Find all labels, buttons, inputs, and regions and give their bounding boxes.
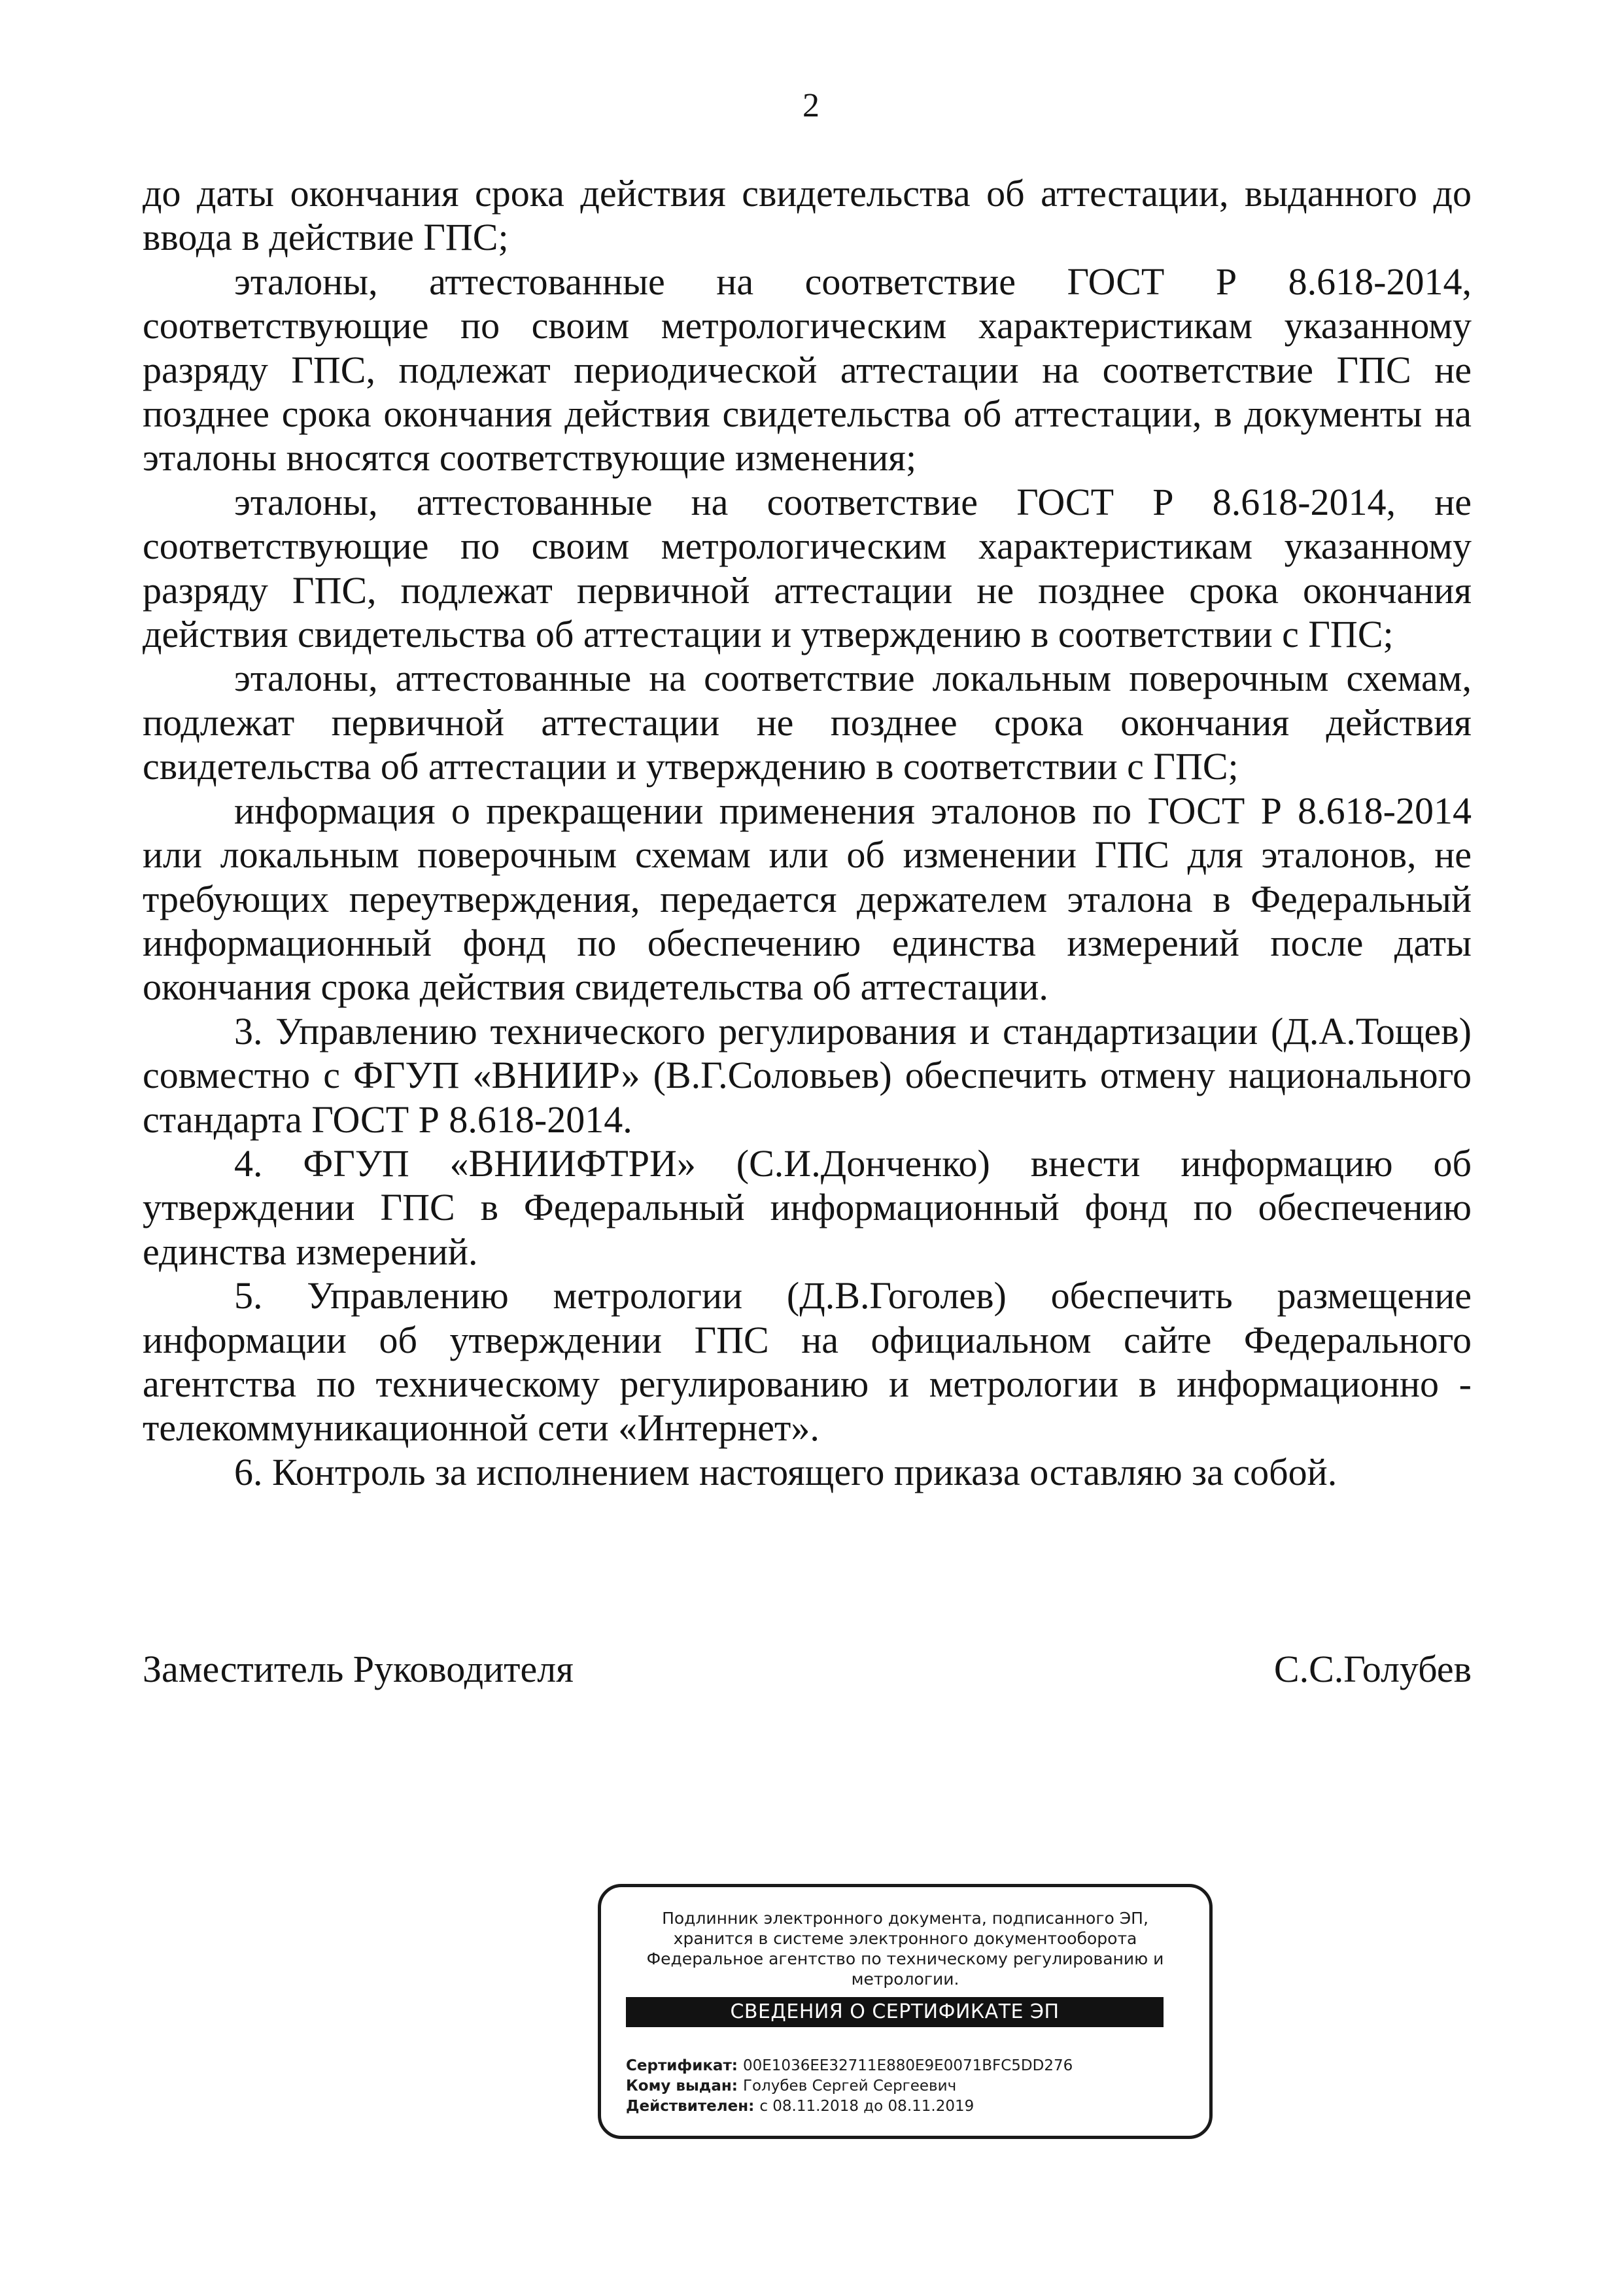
signatory-name: С.С.Голубев (1273, 1648, 1472, 1690)
issued-to-value: Голубев Сергей Сергеевич (742, 2078, 957, 2095)
signature-block (143, 1646, 1472, 1693)
certificate-label: Сертификат: (626, 2057, 743, 2074)
issued-to-row (626, 2076, 1196, 2096)
page-number: 2 (802, 87, 820, 124)
stamp-certificate-title: СВЕДЕНИЯ О СЕРТИФИКАТЕ ЭП (626, 1997, 1164, 2027)
paragraph-item-5: 5. Управлению метрологии (Д.В.Гоголев) обеспечить размещение информации об утверждении ГПС на официальном сайте Федерального агентства по техническому регулированию и метрологии в информационно - телекоммуникационной сети «Интернет». (143, 1274, 1472, 1450)
paragraph: информация о прекращении применения эталонов по ГОСТ Р 8.618-2014 или локальным поверочным схемам или об изменении ГПС для эталонов, не требующих переутверждения, передается держателем эталона в Федеральный информационный фонд по обеспечению единства измерений после даты окончания срока действия свидетельства об аттестации. (143, 789, 1472, 1009)
paragraph-continuation: до даты окончания срока действия свидетельства об аттестации, выданного до ввода в действие ГПС; (143, 172, 1472, 259)
paragraph: эталоны, аттестованные на соответствие ГОСТ Р 8.618-2014, соответствующие по своим метрологическим характеристикам указанному разряду ГПС, подлежат периодической аттестации на соответствие ГПС не позднее срока окончания действия свидетельства об аттестации, в документы на эталоны вносятся соответствующие изменения; (143, 260, 1472, 479)
stamp-header-line: хранится в системе электронного документооборота (673, 1929, 1137, 1948)
stamp-header (614, 1908, 1196, 1989)
issued-to-label: Кому выдан: (626, 2078, 743, 2095)
paragraph-item-6: 6. Контроль за исполнением настоящего приказа оставляю за собой. (234, 1450, 1337, 1493)
signatory-position: Заместитель Руководителя (143, 1648, 574, 1690)
stamp-header-line: Федеральное агентство по техническому регулированию и (646, 1949, 1164, 1968)
validity-row (626, 2096, 1196, 2117)
stamp-header-line: метрологии. (851, 1970, 959, 1989)
paragraph-item-3: 3. Управлению технического регулирования и стандартизации (Д.А.Тощев) совместно с ФГУП «ВНИИР» (В.Г.Соловьев) обеспечить отмену национального стандарта ГОСТ Р 8.618-2014. (143, 1009, 1472, 1141)
certificate-value: 00E1036EE32711E880E9E0071BFC5DD276 (743, 2057, 1073, 2074)
stamp-certificate-details (626, 2056, 1196, 2117)
certificate-row (626, 2056, 1196, 2076)
paragraph: эталоны, аттестованные на соответствие локальным поверочным схемам, подлежат первичной аттестации не позднее срока окончания действия свидетельства об аттестации и утверждению в соответствии с ГПС; (143, 657, 1472, 788)
document-body (143, 171, 1472, 1494)
paragraph-item-4: 4. ФГУП «ВНИИФТРИ» (С.И.Донченко) внести информацию об утверждении ГПС в Федеральный информационный фонд по обеспечению единства измерений. (143, 1141, 1472, 1273)
paragraph: эталоны, аттестованные на соответствие ГОСТ Р 8.618-2014, не соответствующие по своим метрологическим характеристикам указанному разряду ГПС, подлежат первичной аттестации не позднее срока окончания действия свидетельства об аттестации и утверждению в соответствии с ГПС; (143, 480, 1472, 656)
validity-value: с 08.11.2018 до 08.11.2019 (759, 2098, 975, 2115)
electronic-signature-stamp (598, 1884, 1213, 2139)
stamp-header-line: Подлинник электронного документа, подписанного ЭП, (662, 1909, 1148, 1928)
validity-label: Действителен: (626, 2098, 760, 2115)
